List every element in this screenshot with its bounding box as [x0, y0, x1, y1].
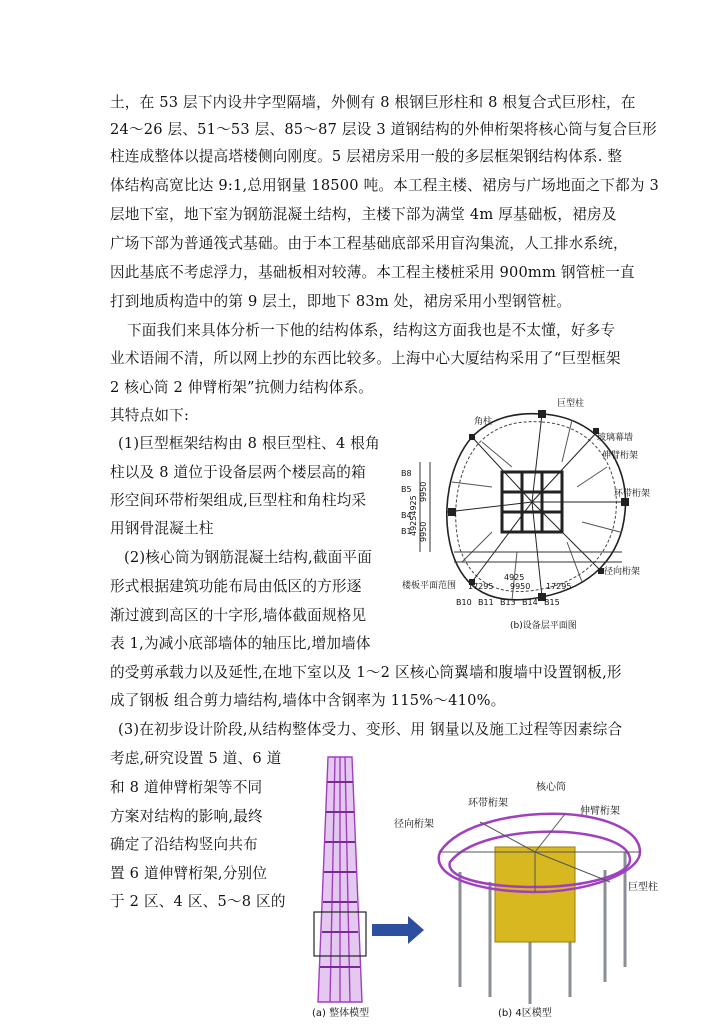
axis-label: B14: [522, 598, 538, 607]
axis-label: B8: [401, 469, 412, 478]
dim-left-a: 9950: [419, 481, 428, 502]
text-line: 用钢骨混凝土柱: [110, 520, 214, 537]
text-line: 其特点如下:: [110, 407, 190, 424]
text-line: 于 2 区、4 区、5～8 区的: [110, 893, 286, 910]
text-line: 24～26 层、51～53 层、85～87 层设 3 道钢结构的外伸桁架将核心筒与复合巨形: [110, 121, 657, 138]
text-line: 成了钢板 组合剪力墙结构,墙体中含钢率为 115%～410%。: [110, 692, 506, 709]
text-line: 形式根据建筑功能布局由低区的方形逐: [110, 578, 362, 595]
arrow-icon: [372, 916, 424, 944]
label-mega-column: 巨型柱: [557, 399, 585, 409]
label-floor-edge: 楼板平面范围: [402, 581, 457, 591]
text-line: 2 核心筒 2 伸臂桁架”抗侧力结构体系。: [110, 379, 374, 396]
tower-model: [314, 757, 366, 1002]
axis-label: B1: [401, 527, 412, 536]
text-line: 置 6 道伸臂桁架,分别位: [110, 865, 268, 882]
text-line: (2)核心筒为钢筋混凝土结构,截面平面: [124, 549, 373, 566]
label-belt-truss: 环带桁架: [468, 798, 508, 809]
dim-left-total: 49254925: [409, 495, 418, 536]
dim-top-total: 4925: [504, 573, 525, 582]
figure-caption: (b)设备层平面图: [510, 621, 577, 631]
caption-zone4-model: (b) 4区模型: [498, 1008, 552, 1019]
zone4-model: [439, 814, 640, 1004]
axis-label: B4: [401, 511, 412, 520]
floor-plan-drawing: [392, 392, 657, 642]
axis-label: B15: [544, 598, 560, 607]
label-radial-truss: 径向桁架: [604, 567, 641, 577]
floor-plan-figure: [392, 392, 657, 642]
text-line: 和 8 道伸臂桁架等不同: [110, 779, 263, 796]
text-line: 层地下室，地下室为钢筋混凝土结构，主楼下部为满堂 4m 厚基础板，裙房及: [110, 206, 617, 223]
label-core-tube: 核心筒: [536, 782, 566, 793]
label-curtain-wall: 玻璃幕墙: [597, 433, 634, 443]
dim-top-right: 17295: [546, 582, 572, 591]
text-line: 考虑,研究设置 5 道、6 道: [110, 750, 282, 767]
label-corner-column: 角柱: [474, 417, 493, 427]
text-line: (3)在初步设计阶段,从结构整体受力、变形、用 钢量以及施工过程等因素综合: [118, 721, 623, 738]
label-outrigger-truss: 伸臂桁架: [580, 806, 620, 817]
text-line: 下面我们来具体分析一下他的结构体系，结构这方面我也是不太懂，好多专: [127, 322, 616, 339]
tower-model-figure: [290, 742, 690, 1020]
text-line: 柱以及 8 道位于设备层两个楼层高的箱: [110, 464, 366, 481]
axis-label: B5: [401, 485, 412, 494]
text-line: 体结构高宽比达 9:1,总用钢量 18500 吨。本工程主楼、裙房与广场地面之下都为 3: [110, 177, 660, 194]
dim-top-left: 17295: [468, 582, 494, 591]
caption-overall-model: (a) 整体模型: [312, 1008, 370, 1019]
text-line: 形空间环带桁架组成,巨型柱和角柱均采: [110, 492, 367, 509]
axis-label: B11: [478, 598, 494, 607]
tower-model-drawing: [290, 742, 690, 1020]
text-line: 渐过渡到高区的十字形,墙体截面规格见: [110, 607, 367, 624]
text-line: 柱连成整体以提高塔楼侧向刚度。5 层裙房采用一般的多层框架钢结构体系. 整: [110, 148, 623, 165]
text-line: 表 1,为减小底部墙体的轴压比,增加墙体: [110, 635, 371, 652]
text-line: 因此基底不考虑浮力，基础板相对较薄。本工程主楼桩采用 900mm 钢管桩一直: [110, 264, 635, 281]
label-outrigger-truss: 伸臂桁架: [602, 451, 639, 461]
label-mega-column: 巨型柱: [628, 882, 658, 893]
dim-top-mid: 9950: [510, 582, 531, 591]
text-line: 打到地质构造中的第 9 层土，即地下 83m 处，裙房采用小型钢管桩。: [110, 293, 572, 310]
text-line: 土，在 53 层下内设井字型隔墙，外侧有 8 根钢巨形柱和 8 根复合式巨形柱，在: [110, 94, 636, 111]
text-line: 确定了沿结构竖向共布: [110, 836, 258, 853]
text-line: 的受剪承载力以及延性,在地下室以及 1～2 区核心筒翼墙和腹墙中设置钢板,形: [110, 664, 622, 681]
text-line: 业术语闹不清，所以网上抄的东西比较多。上海中心大厦结构采用了“巨型框架: [110, 350, 621, 367]
axis-label: B13: [500, 598, 516, 607]
label-belt-truss: 环带桁架: [614, 489, 651, 499]
text-line: 广场下部为普通筏式基础。由于本工程基础底部采用盲沟集流，人工排水系统，: [110, 235, 628, 252]
text-line: 方案对结构的影响,最终: [110, 808, 263, 825]
dim-left-b: 9950: [419, 521, 428, 542]
axis-label: B10: [456, 598, 472, 607]
text-line: (1)巨型框架结构由 8 根巨型柱、4 根角: [118, 435, 380, 452]
label-radial-truss: 径向桁架: [394, 819, 434, 830]
